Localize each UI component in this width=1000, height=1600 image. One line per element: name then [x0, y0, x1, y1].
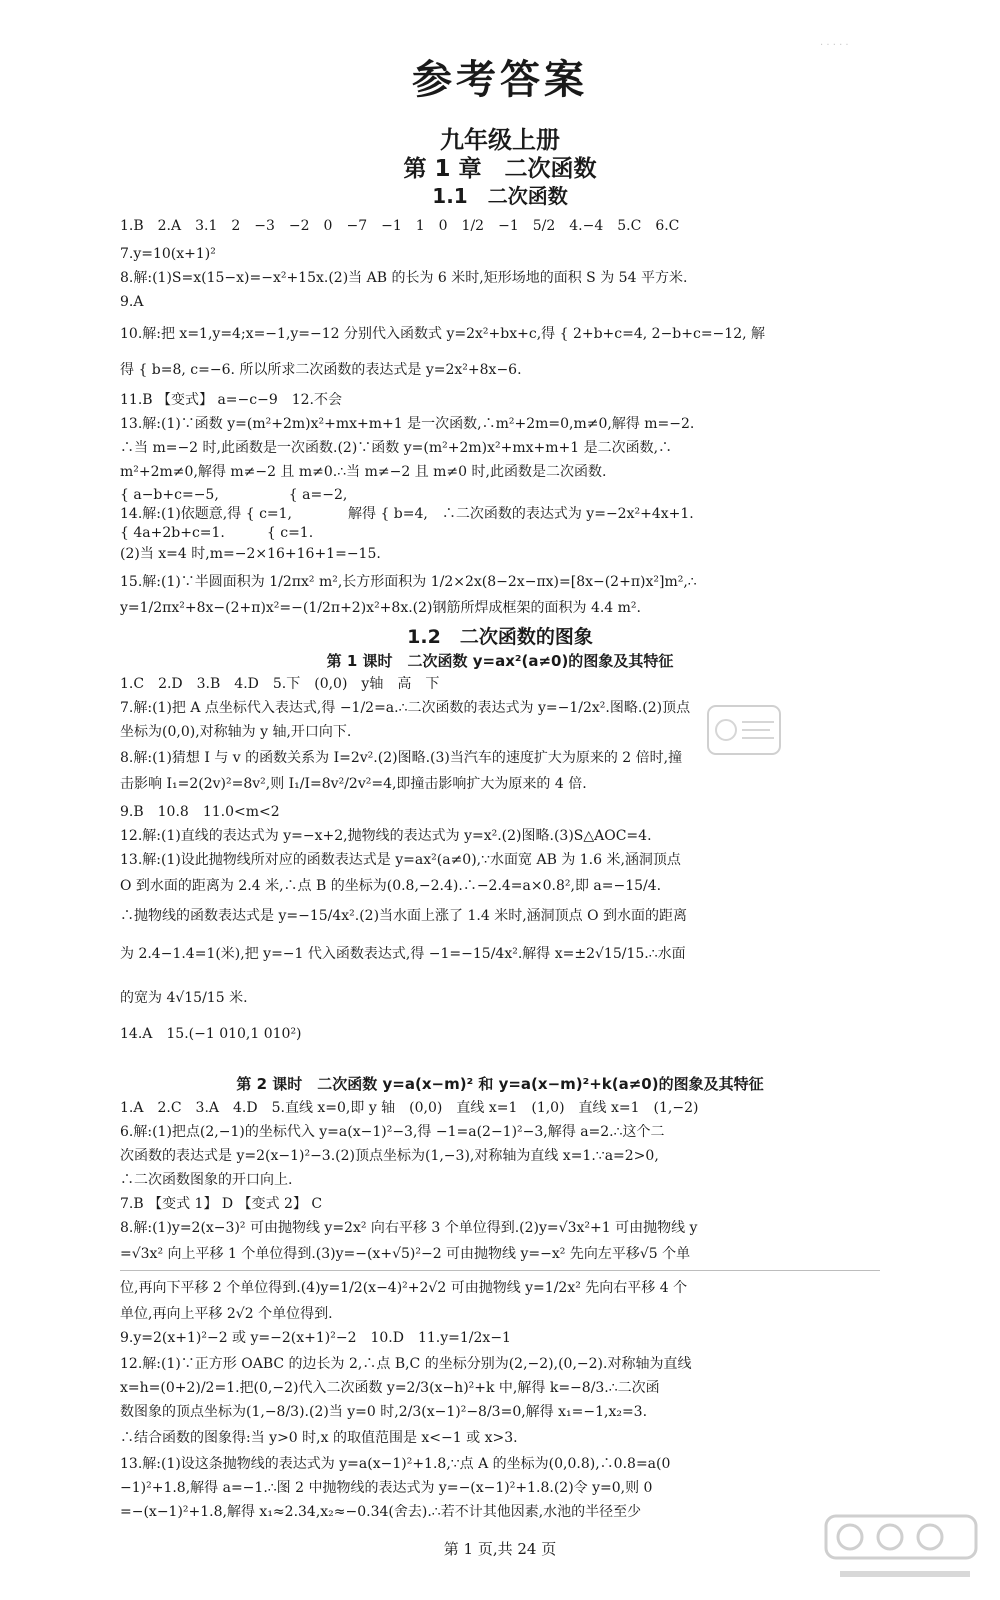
- answer-line: m²+2m≠0,解得 m≠−2 且 m≠0.∴当 m≠−2 且 m≠0 时,此函数是二次函数.: [120, 464, 607, 480]
- answer-line: 单位,再向上平移 2√2 个单位得到.: [120, 1306, 333, 1322]
- answer-line: 15.解:(1)∵半圆面积为 1/2πx² m²,长方形面积为 1/2×2x(8−2x−πx)=[8x−(2+π)x²]m²,∴: [120, 574, 697, 590]
- answer-line: 数图象的顶点坐标为(1,−8/3).(2)当 y=0 时,2/3(x−1)²−8/3=0,解得 x₁=−1,x₂=3.: [120, 1404, 648, 1420]
- answer-line: 6.解:(1)把点(2,−1)的坐标代入 y=a(x−1)²−3,得 −1=a(2−1)²−3,解得 a=2.∴这个二: [120, 1124, 665, 1140]
- answer-line: 7.解:(1)把 A 点坐标代入表达式,得 −1/2=a.∴二次函数的表达式为 y=−1/2x².图略.(2)顶点: [120, 700, 691, 716]
- divider: [120, 1270, 880, 1271]
- answer-line: −1)²+1.8,解得 a=−1.∴图 2 中抛物线的表达式为 y=−(x−1)²+1.8.(2)令 y=0,则 0: [120, 1480, 653, 1496]
- answer-line: 13.解:(1)设此抛物线所对应的函数表达式是 y=ax²(a≠0),∵水面宽 AB 为 1.6 米,涵洞顶点: [120, 852, 681, 868]
- answer-line: 8.解:(1)y=2(x−3)² 可由抛物线 y=2x² 向右平移 3 个单位得到.(2)y=√3x²+1 可由抛物线 y: [120, 1220, 698, 1236]
- page-title: 参考答案: [412, 57, 588, 103]
- watermark-logo: [820, 1508, 990, 1588]
- answer-line: ∴抛物线的函数表达式是 y=−15/4x².(2)当水面上涨了 1.4 米时,涵洞顶点 O 到水面的距离: [120, 908, 688, 924]
- answer-line: 9.B 10.8 11.0<m<2: [120, 804, 280, 820]
- answer-line: 10.解:把 x=1,y=4;x=−1,y=−12 分别代入函数式 y=2x²+bx+c,得 { 2+b+c=4, 2−b+c=−12, 解: [120, 326, 766, 342]
- answer-line: =−(x−1)²+1.8,解得 x₁≈2.34,x₂≈−0.34(舍去).∴若不计其他因素,水池的半径至少: [120, 1504, 642, 1520]
- section-heading-1-1: 1.1 二次函数: [432, 184, 568, 208]
- answer-line: 8.解:(1)猜想 I 与 v 的函数关系为 I=2v².(2)图略.(3)当汽车的速度扩大为原来的 2 倍时,撞: [120, 750, 683, 766]
- answer-line: 8.解:(1)S=x(15−x)=−x²+15x.(2)当 AB 的长为 6 米时,矩形场地的面积 S 为 54 平方米.: [120, 270, 688, 286]
- answer-line: 1.B 2.A 3.1 2 −3 −2 0 −7 −1 1 0 1/2 −1 5/2 4.−4 5.C 6.C: [120, 218, 680, 234]
- answer-line: 坐标为(0,0),对称轴为 y 轴,开口向下.: [120, 724, 352, 740]
- answer-line: 13.解:(1)设这条抛物线的表达式为 y=a(x−1)²+1.8,∵点 A 的坐标为(0,0.8),∴0.8=a(0: [120, 1456, 671, 1472]
- answer-line: x=h=(0+2)/2=1.把(0,−2)代入二次函数 y=2/3(x−h)²+k 中,解得 k=−8/3.∴二次函: [120, 1380, 660, 1396]
- answer-line: 次函数的表达式是 y=2(x−1)²−3.(2)顶点坐标为(1,−3),对称轴为直线 x=1.∵a=2>0,: [120, 1148, 659, 1164]
- watermark-stamp: [704, 700, 784, 760]
- chapter-heading: 第 1 章 二次函数: [403, 156, 597, 182]
- answer-line: 1.C 2.D 3.B 4.D 5.下 (0,0) y轴 高 下: [120, 676, 440, 692]
- answer-line: ∴结合函数的图象得:当 y>0 时,x 的取值范围是 x<−1 或 x>3.: [120, 1430, 518, 1446]
- answer-line: 击影响 I₁=2(2v)²=8v²,则 I₁/I=8v²/2v²=4,即撞击影响扩大为原来的 4 倍.: [120, 776, 587, 792]
- answer-line: O 到水面的距离为 2.4 米,∴点 B 的坐标为(0.8,−2.4).∴−2.4=a×0.8²,即 a=−15/4.: [120, 878, 662, 894]
- answer-line: ∴当 m=−2 时,此函数是一次函数.(2)∵函数 y=(m²+2m)x²+mx+m+1 是二次函数,∴: [120, 440, 673, 456]
- answer-line: 的宽为 4√15/15 米.: [120, 990, 248, 1006]
- grade-heading: 九年级上册: [440, 126, 560, 154]
- answer-line: 位,再向下平移 2 个单位得到.(4)y=1/2(x−4)²+2√2 可由抛物线 y=1/2x² 先向右平移 4 个: [120, 1280, 688, 1296]
- corner-mark: · · · · ·: [820, 40, 849, 51]
- answer-line: 7.B 【变式 1】 D 【变式 2】 C: [120, 1196, 323, 1212]
- page-footer: 第 1 页,共 24 页: [443, 1540, 557, 1558]
- answer-line: { 4a+2b+c=1. { c=1.: [120, 525, 314, 541]
- answer-line: 13.解:(1)∵函数 y=(m²+2m)x²+mx+m+1 是一次函数,∴m²+2m=0,m≠0,解得 m=−2.: [120, 416, 695, 432]
- answer-line: 12.解:(1)直线的表达式为 y=−x+2,抛物线的表达式为 y=x².(2)图略.(3)S△AOC=4.: [120, 828, 652, 844]
- answer-line: y=1/2πx²+8x−(2+π)x²=−(1/2π+2)x²+8x.(2)钢筋所焊成框架的面积为 4.4 m².: [120, 600, 641, 616]
- answer-line: 9.A: [120, 294, 144, 310]
- answer-line: 得 { b=8, c=−6. 所以所求二次函数的表达式是 y=2x²+8x−6.: [120, 362, 522, 378]
- answer-line: 14.A 15.(−1 010,1 010²): [120, 1026, 302, 1042]
- section-heading-1-2: 1.2 二次函数的图象: [407, 626, 593, 648]
- answer-line: { a−b+c=−5, { a=−2,: [120, 487, 348, 503]
- answer-line: (2)当 x=4 时,m=−2×16+16+1=−15.: [120, 546, 381, 562]
- lesson-heading-1: 第 1 课时 二次函数 y=ax²(a≠0)的图象及其特征: [326, 652, 674, 670]
- answer-line: 1.A 2.C 3.A 4.D 5.直线 x=0,即 y 轴 (0,0) 直线 x=1 (1,0) 直线 x=1 (1,−2): [120, 1100, 699, 1116]
- lesson-heading-2: 第 2 课时 二次函数 y=a(x−m)² 和 y=a(x−m)²+k(a≠0)的图象及其特征: [236, 1075, 764, 1093]
- answer-line: 12.解:(1)∵正方形 OABC 的边长为 2,∴点 B,C 的坐标分别为(2,−2),(0,−2).对称轴为直线: [120, 1356, 692, 1372]
- answer-line: =√3x² 向上平移 1 个单位得到.(3)y=−(x+√5)²−2 可由抛物线 y=−x² 先向左平移√5 个单: [120, 1246, 691, 1262]
- answer-line: 11.B 【变式】 a=−c−9 12.不会: [120, 392, 343, 408]
- answer-line: 14.解:(1)依题意,得 { c=1, 解得 { b=4, ∴二次函数的表达式为 y=−2x²+4x+1.: [120, 506, 694, 522]
- answer-line: 7.y=10(x+1)²: [120, 246, 216, 262]
- answer-line: 9.y=2(x+1)²−2 或 y=−2(x+1)²−2 10.D 11.y=1/2x−1: [120, 1330, 511, 1346]
- answer-line: 为 2.4−1.4=1(米),把 y=−1 代入函数表达式,得 −1=−15/4x².解得 x=±2√15/15.∴水面: [120, 946, 686, 962]
- answer-line: ∴二次函数图象的开口向上.: [120, 1172, 293, 1188]
